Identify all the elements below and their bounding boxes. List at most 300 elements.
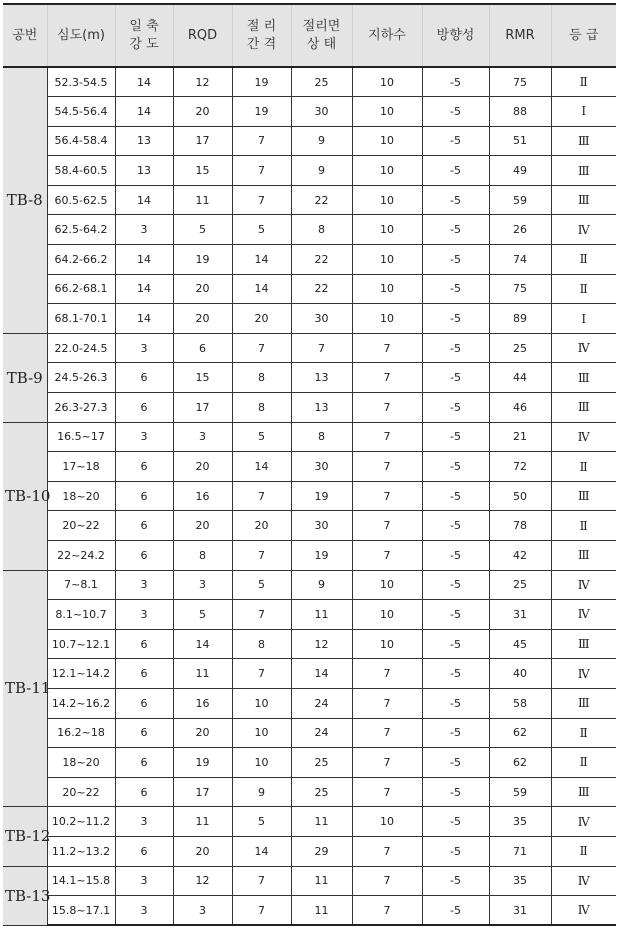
rmr-cell: 35	[489, 866, 551, 896]
rqd-cell: 20	[173, 718, 232, 748]
grade-cell: Ⅱ	[551, 245, 616, 275]
grade-cell: Ⅱ	[551, 748, 616, 778]
ucs-cell: 14	[115, 245, 173, 275]
header-ucs	[115, 4, 173, 67]
joint-condition-cell: 25	[291, 777, 352, 807]
rqd-cell: 12	[173, 866, 232, 896]
table-row	[3, 215, 616, 245]
table-row	[3, 67, 616, 97]
joint-spacing-cell: 7	[232, 333, 291, 363]
orientation-cell: -5	[422, 333, 489, 363]
orientation-cell: -5	[422, 245, 489, 275]
table-row	[3, 777, 616, 807]
rmr-cell: 50	[489, 481, 551, 511]
groundwater-cell: 7	[352, 422, 422, 452]
joint-condition-cell: 9	[291, 570, 352, 600]
depth-cell: 22~24.2	[47, 541, 115, 571]
table-row	[3, 245, 616, 275]
orientation-cell: -5	[422, 718, 489, 748]
rmr-cell: 31	[489, 600, 551, 630]
ucs-cell: 6	[115, 836, 173, 866]
depth-cell: 58.4-60.5	[47, 156, 115, 186]
rqd-cell: 5	[173, 215, 232, 245]
orientation-cell: -5	[422, 97, 489, 127]
orientation-cell: -5	[422, 304, 489, 334]
ucs-cell: 3	[115, 807, 173, 837]
grade-cell: Ⅳ	[551, 866, 616, 896]
borehole-label: TB-9	[3, 333, 47, 422]
joint-spacing-cell: 14	[232, 452, 291, 482]
orientation-cell: -5	[422, 659, 489, 689]
depth-cell: 56.4-58.4	[47, 126, 115, 156]
rmr-classification-table	[3, 3, 616, 926]
joint-spacing-cell: 14	[232, 836, 291, 866]
rmr-cell: 75	[489, 274, 551, 304]
ucs-cell: 13	[115, 126, 173, 156]
ucs-cell: 6	[115, 659, 173, 689]
depth-cell: 22.0-24.5	[47, 333, 115, 363]
joint-condition-cell: 9	[291, 156, 352, 186]
header-label: 방향성	[436, 27, 475, 43]
rqd-cell: 17	[173, 393, 232, 423]
depth-cell: 10.7~12.1	[47, 629, 115, 659]
ucs-cell: 6	[115, 541, 173, 571]
joint-spacing-cell: 10	[232, 718, 291, 748]
table-row	[3, 363, 616, 393]
joint-spacing-cell: 9	[232, 777, 291, 807]
joint-spacing-cell: 7	[232, 126, 291, 156]
table-row	[3, 185, 616, 215]
depth-cell: 14.1~15.8	[47, 866, 115, 896]
ucs-cell: 6	[115, 718, 173, 748]
orientation-cell: -5	[422, 600, 489, 630]
depth-cell: 11.2~13.2	[47, 836, 115, 866]
rmr-cell: 46	[489, 393, 551, 423]
orientation-cell: -5	[422, 570, 489, 600]
header-label: 절리면	[302, 18, 341, 34]
depth-cell: 16.2~18	[47, 718, 115, 748]
joint-condition-cell: 14	[291, 659, 352, 689]
groundwater-cell: 7	[352, 777, 422, 807]
ucs-cell: 6	[115, 777, 173, 807]
depth-cell: 26.3-27.3	[47, 393, 115, 423]
orientation-cell: -5	[422, 363, 489, 393]
grade-cell: Ⅲ	[551, 393, 616, 423]
rqd-cell: 16	[173, 481, 232, 511]
rmr-cell: 21	[489, 422, 551, 452]
joint-condition-cell: 25	[291, 67, 352, 97]
table-row	[3, 659, 616, 689]
rmr-cell: 59	[489, 185, 551, 215]
header-row	[3, 4, 616, 67]
groundwater-cell: 7	[352, 393, 422, 423]
borehole-label: TB-12	[3, 807, 47, 866]
depth-cell: 15.8~17.1	[47, 896, 115, 926]
joint-spacing-cell: 7	[232, 600, 291, 630]
rmr-cell: 49	[489, 156, 551, 186]
grade-cell: Ⅲ	[551, 481, 616, 511]
rmr-cell: 35	[489, 807, 551, 837]
rqd-cell: 12	[173, 67, 232, 97]
depth-cell: 16.5~17	[47, 422, 115, 452]
rqd-cell: 6	[173, 333, 232, 363]
rmr-cell: 51	[489, 126, 551, 156]
groundwater-cell: 10	[352, 245, 422, 275]
orientation-cell: -5	[422, 866, 489, 896]
table-row	[3, 422, 616, 452]
grade-cell: Ⅲ	[551, 185, 616, 215]
groundwater-cell: 7	[352, 452, 422, 482]
grade-cell: Ⅲ	[551, 541, 616, 571]
header-label: 상 태	[306, 36, 337, 52]
groundwater-cell: 7	[352, 866, 422, 896]
rmr-cell: 59	[489, 777, 551, 807]
rmr-cell: 44	[489, 363, 551, 393]
orientation-cell: -5	[422, 126, 489, 156]
borehole-label: TB-11	[3, 570, 47, 807]
joint-spacing-cell: 19	[232, 67, 291, 97]
rqd-cell: 11	[173, 659, 232, 689]
grade-cell: Ⅲ	[551, 363, 616, 393]
orientation-cell: -5	[422, 156, 489, 186]
header-label: 심도(m)	[57, 27, 105, 43]
orientation-cell: -5	[422, 688, 489, 718]
joint-spacing-cell: 7	[232, 185, 291, 215]
joint-condition-cell: 7	[291, 333, 352, 363]
table-row	[3, 333, 616, 363]
header-groundwater	[352, 4, 422, 67]
grade-cell: Ⅲ	[551, 688, 616, 718]
rmr-cell: 26	[489, 215, 551, 245]
rmr-cell: 25	[489, 333, 551, 363]
ucs-cell: 14	[115, 97, 173, 127]
orientation-cell: -5	[422, 896, 489, 926]
table-row	[3, 570, 616, 600]
grade-cell: Ⅳ	[551, 422, 616, 452]
ucs-cell: 13	[115, 156, 173, 186]
rmr-cell: 78	[489, 511, 551, 541]
joint-spacing-cell: 8	[232, 393, 291, 423]
groundwater-cell: 10	[352, 600, 422, 630]
rmr-cell: 71	[489, 836, 551, 866]
groundwater-cell: 7	[352, 659, 422, 689]
ucs-cell: 6	[115, 688, 173, 718]
table-row	[3, 97, 616, 127]
joint-spacing-cell: 5	[232, 807, 291, 837]
orientation-cell: -5	[422, 422, 489, 452]
ucs-cell: 6	[115, 363, 173, 393]
rmr-cell: 40	[489, 659, 551, 689]
joint-spacing-cell: 7	[232, 156, 291, 186]
joint-condition-cell: 22	[291, 185, 352, 215]
borehole-label: TB-13	[3, 866, 47, 925]
depth-cell: 18~20	[47, 748, 115, 778]
joint-spacing-cell: 10	[232, 688, 291, 718]
depth-cell: 10.2~11.2	[47, 807, 115, 837]
groundwater-cell: 10	[352, 126, 422, 156]
table-row	[3, 393, 616, 423]
grade-cell: Ⅲ	[551, 156, 616, 186]
joint-condition-cell: 25	[291, 748, 352, 778]
rqd-cell: 16	[173, 688, 232, 718]
table-row	[3, 156, 616, 186]
depth-cell: 18~20	[47, 481, 115, 511]
table-row	[3, 481, 616, 511]
rmr-cell: 74	[489, 245, 551, 275]
rmr-cell: 31	[489, 896, 551, 926]
grade-cell: Ⅱ	[551, 511, 616, 541]
rqd-cell: 3	[173, 422, 232, 452]
joint-condition-cell: 30	[291, 97, 352, 127]
rqd-cell: 20	[173, 274, 232, 304]
grade-cell: Ⅳ	[551, 600, 616, 630]
ucs-cell: 3	[115, 896, 173, 926]
groundwater-cell: 7	[352, 718, 422, 748]
depth-cell: 54.5-56.4	[47, 97, 115, 127]
rqd-cell: 11	[173, 807, 232, 837]
groundwater-cell: 10	[352, 97, 422, 127]
joint-spacing-cell: 7	[232, 481, 291, 511]
joint-spacing-cell: 20	[232, 511, 291, 541]
groundwater-cell: 7	[352, 481, 422, 511]
header-label: 지하수	[368, 27, 406, 43]
grade-cell: Ⅰ	[551, 304, 616, 334]
rmr-cell: 62	[489, 718, 551, 748]
rqd-cell: 8	[173, 541, 232, 571]
groundwater-cell: 10	[352, 570, 422, 600]
orientation-cell: -5	[422, 748, 489, 778]
depth-cell: 8.1~10.7	[47, 600, 115, 630]
rqd-cell: 3	[173, 896, 232, 926]
joint-condition-cell: 11	[291, 896, 352, 926]
header-label: RMR	[505, 27, 535, 43]
joint-condition-cell: 24	[291, 688, 352, 718]
joint-condition-cell: 13	[291, 393, 352, 423]
header-hole	[3, 4, 47, 67]
rqd-cell: 11	[173, 185, 232, 215]
ucs-cell: 3	[115, 866, 173, 896]
depth-cell: 14.2~16.2	[47, 688, 115, 718]
header-label: 강 도	[129, 36, 159, 52]
joint-spacing-cell: 20	[232, 304, 291, 334]
orientation-cell: -5	[422, 393, 489, 423]
table-row	[3, 629, 616, 659]
grade-cell: Ⅱ	[551, 452, 616, 482]
table-row	[3, 688, 616, 718]
rqd-cell: 17	[173, 777, 232, 807]
grade-cell: Ⅰ	[551, 97, 616, 127]
orientation-cell: -5	[422, 215, 489, 245]
rqd-cell: 17	[173, 126, 232, 156]
ucs-cell: 6	[115, 511, 173, 541]
header-label: 공번	[12, 27, 38, 43]
orientation-cell: -5	[422, 67, 489, 97]
depth-cell: 17~18	[47, 452, 115, 482]
orientation-cell: -5	[422, 452, 489, 482]
grade-cell: Ⅱ	[551, 718, 616, 748]
depth-cell: 68.1-70.1	[47, 304, 115, 334]
joint-spacing-cell: 14	[232, 274, 291, 304]
joint-condition-cell: 9	[291, 126, 352, 156]
rmr-cell: 89	[489, 304, 551, 334]
groundwater-cell: 10	[352, 807, 422, 837]
rmr-cell: 62	[489, 748, 551, 778]
groundwater-cell: 10	[352, 215, 422, 245]
table-row	[3, 896, 616, 926]
header-label: RQD	[187, 27, 218, 43]
rqd-cell: 15	[173, 156, 232, 186]
joint-condition-cell: 13	[291, 363, 352, 393]
joint-condition-cell: 8	[291, 215, 352, 245]
joint-condition-cell: 8	[291, 422, 352, 452]
ucs-cell: 14	[115, 304, 173, 334]
joint-condition-cell: 30	[291, 511, 352, 541]
table-row	[3, 541, 616, 571]
grade-cell: Ⅳ	[551, 333, 616, 363]
table-row	[3, 600, 616, 630]
joint-condition-cell: 22	[291, 245, 352, 275]
header-rqd	[173, 4, 232, 67]
joint-condition-cell: 12	[291, 629, 352, 659]
rqd-cell: 14	[173, 629, 232, 659]
joint-spacing-cell: 5	[232, 215, 291, 245]
table-row	[3, 807, 616, 837]
joint-condition-cell: 19	[291, 481, 352, 511]
orientation-cell: -5	[422, 777, 489, 807]
rmr-cell: 25	[489, 570, 551, 600]
joint-condition-cell: 22	[291, 274, 352, 304]
joint-condition-cell: 19	[291, 541, 352, 571]
joint-condition-cell: 30	[291, 452, 352, 482]
table-row	[3, 866, 616, 896]
ucs-cell: 6	[115, 748, 173, 778]
orientation-cell: -5	[422, 511, 489, 541]
table-body	[3, 67, 616, 925]
groundwater-cell: 10	[352, 156, 422, 186]
groundwater-cell: 7	[352, 363, 422, 393]
ucs-cell: 3	[115, 215, 173, 245]
ucs-cell: 6	[115, 452, 173, 482]
orientation-cell: -5	[422, 274, 489, 304]
orientation-cell: -5	[422, 185, 489, 215]
joint-spacing-cell: 8	[232, 363, 291, 393]
table-row	[3, 836, 616, 866]
ucs-cell: 3	[115, 333, 173, 363]
joint-condition-cell: 29	[291, 836, 352, 866]
joint-spacing-cell: 7	[232, 896, 291, 926]
ucs-cell: 6	[115, 629, 173, 659]
grade-cell: Ⅳ	[551, 659, 616, 689]
groundwater-cell: 7	[352, 896, 422, 926]
header-grade	[551, 4, 616, 67]
ucs-cell: 6	[115, 393, 173, 423]
ucs-cell: 14	[115, 274, 173, 304]
grade-cell: Ⅳ	[551, 215, 616, 245]
ucs-cell: 3	[115, 600, 173, 630]
grade-cell: Ⅳ	[551, 570, 616, 600]
rqd-cell: 19	[173, 748, 232, 778]
depth-cell: 20~22	[47, 777, 115, 807]
depth-cell: 52.3-54.5	[47, 67, 115, 97]
grade-cell: Ⅳ	[551, 896, 616, 926]
rqd-cell: 20	[173, 511, 232, 541]
table-row	[3, 748, 616, 778]
grade-cell: Ⅳ	[551, 807, 616, 837]
orientation-cell: -5	[422, 629, 489, 659]
groundwater-cell: 7	[352, 541, 422, 571]
groundwater-cell: 7	[352, 511, 422, 541]
joint-spacing-cell: 14	[232, 245, 291, 275]
rqd-cell: 20	[173, 304, 232, 334]
joint-spacing-cell: 8	[232, 629, 291, 659]
table-row	[3, 126, 616, 156]
orientation-cell: -5	[422, 541, 489, 571]
header-depth	[47, 4, 115, 67]
groundwater-cell: 10	[352, 304, 422, 334]
joint-condition-cell: 11	[291, 600, 352, 630]
rqd-cell: 20	[173, 836, 232, 866]
groundwater-cell: 7	[352, 748, 422, 778]
groundwater-cell: 7	[352, 333, 422, 363]
orientation-cell: -5	[422, 481, 489, 511]
depth-cell: 12.1~14.2	[47, 659, 115, 689]
depth-cell: 7~8.1	[47, 570, 115, 600]
rqd-cell: 20	[173, 452, 232, 482]
grade-cell: Ⅲ	[551, 126, 616, 156]
grade-cell: Ⅱ	[551, 836, 616, 866]
depth-cell: 62.5-64.2	[47, 215, 115, 245]
header-label: 일 축	[129, 18, 159, 34]
groundwater-cell: 10	[352, 629, 422, 659]
depth-cell: 60.5-62.5	[47, 185, 115, 215]
rmr-cell: 75	[489, 67, 551, 97]
ucs-cell: 3	[115, 422, 173, 452]
header-label: 등 급	[569, 27, 599, 43]
rmr-cell: 42	[489, 541, 551, 571]
grade-cell: Ⅲ	[551, 777, 616, 807]
table-header	[3, 4, 616, 67]
rqd-cell: 19	[173, 245, 232, 275]
table-row	[3, 718, 616, 748]
groundwater-cell: 7	[352, 688, 422, 718]
joint-spacing-cell: 7	[232, 659, 291, 689]
groundwater-cell: 10	[352, 274, 422, 304]
joint-condition-cell: 11	[291, 866, 352, 896]
rqd-cell: 5	[173, 600, 232, 630]
depth-cell: 20~22	[47, 511, 115, 541]
table-row	[3, 452, 616, 482]
joint-condition-cell: 30	[291, 304, 352, 334]
orientation-cell: -5	[422, 836, 489, 866]
header-orientation	[422, 4, 489, 67]
orientation-cell: -5	[422, 807, 489, 837]
header-joint-spacing	[232, 4, 291, 67]
ucs-cell: 6	[115, 481, 173, 511]
depth-cell: 64.2-66.2	[47, 245, 115, 275]
joint-spacing-cell: 5	[232, 422, 291, 452]
rmr-cell: 88	[489, 97, 551, 127]
rmr-cell: 45	[489, 629, 551, 659]
rmr-cell: 58	[489, 688, 551, 718]
table-row	[3, 511, 616, 541]
rmr-cell: 72	[489, 452, 551, 482]
joint-condition-cell: 24	[291, 718, 352, 748]
header-joint-condition	[291, 4, 352, 67]
depth-cell: 66.2-68.1	[47, 274, 115, 304]
table-row	[3, 274, 616, 304]
groundwater-cell: 7	[352, 836, 422, 866]
joint-condition-cell: 11	[291, 807, 352, 837]
